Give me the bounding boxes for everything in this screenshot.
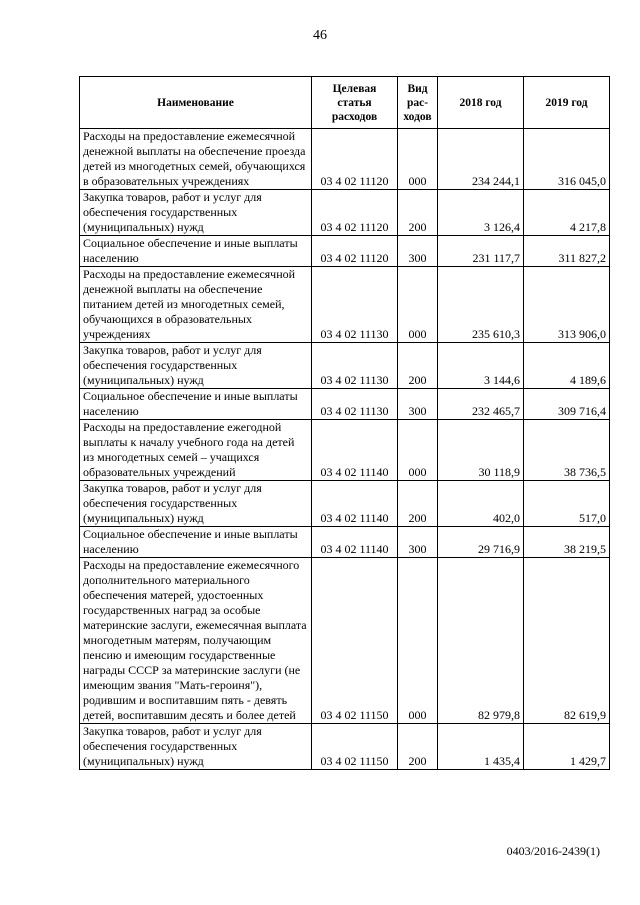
cell-expense-type: 300 — [398, 236, 438, 267]
table-row — [80, 389, 610, 420]
cell-target-article: 03 4 02 11150 — [312, 724, 398, 770]
cell-name: Социальное обеспечение и иные выплаты населению — [80, 527, 312, 558]
cell-2019: 517,0 — [524, 481, 610, 527]
cell-2018: 234 244,1 — [438, 129, 524, 190]
cell-expense-type: 200 — [398, 343, 438, 389]
cell-name: Закупка товаров, работ и услуг для обеспечения государственных (муниципальных) нужд — [80, 724, 312, 770]
header-expense-type: Вид рас-ходов — [398, 77, 438, 129]
cell-2019: 38 219,5 — [524, 527, 610, 558]
cell-expense-type: 000 — [398, 129, 438, 190]
cell-target-article: 03 4 02 11130 — [312, 267, 398, 343]
cell-2018: 402,0 — [438, 481, 524, 527]
cell-2019: 313 906,0 — [524, 267, 610, 343]
cell-expense-type: 300 — [398, 389, 438, 420]
table-row — [80, 343, 610, 389]
cell-2018: 1 435,4 — [438, 724, 524, 770]
table-row — [80, 527, 610, 558]
cell-2019: 82 619,9 — [524, 558, 610, 724]
cell-expense-type: 300 — [398, 527, 438, 558]
cell-name: Закупка товаров, работ и услуг для обеспечения государственных (муниципальных) нужд — [80, 343, 312, 389]
table-row — [80, 558, 610, 724]
table-row — [80, 481, 610, 527]
cell-2019: 309 716,4 — [524, 389, 610, 420]
cell-expense-type: 000 — [398, 267, 438, 343]
cell-target-article: 03 4 02 11140 — [312, 420, 398, 481]
cell-expense-type: 200 — [398, 190, 438, 236]
cell-expense-type: 200 — [398, 481, 438, 527]
cell-2018: 30 118,9 — [438, 420, 524, 481]
cell-target-article: 03 4 02 11140 — [312, 481, 398, 527]
cell-name: Социальное обеспечение и иные выплаты населению — [80, 236, 312, 267]
document-code: 0403/2016-2439(1) — [506, 844, 600, 858]
cell-2019: 4 217,8 — [524, 190, 610, 236]
cell-name: Закупка товаров, работ и услуг для обеспечения государственных (муниципальных) нужд — [80, 481, 312, 527]
cell-name: Расходы на предоставление ежемесячной денежной выплаты на обеспечение питанием детей из многодетных семей, обучающихся в образовательных учреждениях — [80, 267, 312, 343]
cell-target-article: 03 4 02 11140 — [312, 527, 398, 558]
cell-2019: 1 429,7 — [524, 724, 610, 770]
table-row — [80, 724, 610, 770]
header-target-article: Целевая статья расходов — [312, 77, 398, 129]
cell-2018: 232 465,7 — [438, 389, 524, 420]
cell-target-article: 03 4 02 11120 — [312, 190, 398, 236]
header-2019: 2019 год — [524, 77, 610, 129]
cell-target-article: 03 4 02 11150 — [312, 558, 398, 724]
cell-2019: 316 045,0 — [524, 129, 610, 190]
table-header — [80, 77, 610, 129]
cell-2018: 29 716,9 — [438, 527, 524, 558]
header-2018: 2018 год — [438, 77, 524, 129]
page-number: 46 — [313, 28, 327, 43]
cell-name: Расходы на предоставление ежемесячной денежной выплаты на обеспечение проезда детей из многодетных семей, обучающихся в образовательных учреждениях — [80, 129, 312, 190]
cell-2019: 38 736,5 — [524, 420, 610, 481]
cell-2019: 311 827,2 — [524, 236, 610, 267]
cell-target-article: 03 4 02 11120 — [312, 129, 398, 190]
table-body — [80, 129, 610, 770]
header-name: Наименование — [80, 77, 312, 129]
cell-name: Расходы на предоставление ежегодной выплаты к началу учебного года на детей из многодетных семей – учащихся образовательных учреждений — [80, 420, 312, 481]
cell-name: Социальное обеспечение и иные выплаты населению — [80, 389, 312, 420]
cell-target-article: 03 4 02 11120 — [312, 236, 398, 267]
table-row — [80, 420, 610, 481]
cell-2018: 3 126,4 — [438, 190, 524, 236]
cell-expense-type: 000 — [398, 558, 438, 724]
cell-expense-type: 000 — [398, 420, 438, 481]
table-row — [80, 267, 610, 343]
cell-name: Закупка товаров, работ и услуг для обеспечения государственных (муниципальных) нужд — [80, 190, 312, 236]
cell-2018: 235 610,3 — [438, 267, 524, 343]
cell-2018: 82 979,8 — [438, 558, 524, 724]
table-row — [80, 190, 610, 236]
budget-table — [79, 76, 610, 770]
cell-target-article: 03 4 02 11130 — [312, 343, 398, 389]
table-row — [80, 236, 610, 267]
cell-2019: 4 189,6 — [524, 343, 610, 389]
cell-name: Расходы на предоставление ежемесячного дополнительного материального обеспечения матерей, удостоенных государственных наград за особые материнские заслуги, ежемесячная выплата многодетным матерям, получающим пенсию и имеющим государственные награды СССР за материнские заслуги (не имеющим звания "Мать-героиня"), родившим и воспитавшим пять - девять детей, воспитавшим десять и более детей — [80, 558, 312, 724]
table-row — [80, 129, 610, 190]
cell-2018: 3 144,6 — [438, 343, 524, 389]
cell-target-article: 03 4 02 11130 — [312, 389, 398, 420]
cell-2018: 231 117,7 — [438, 236, 524, 267]
cell-expense-type: 200 — [398, 724, 438, 770]
